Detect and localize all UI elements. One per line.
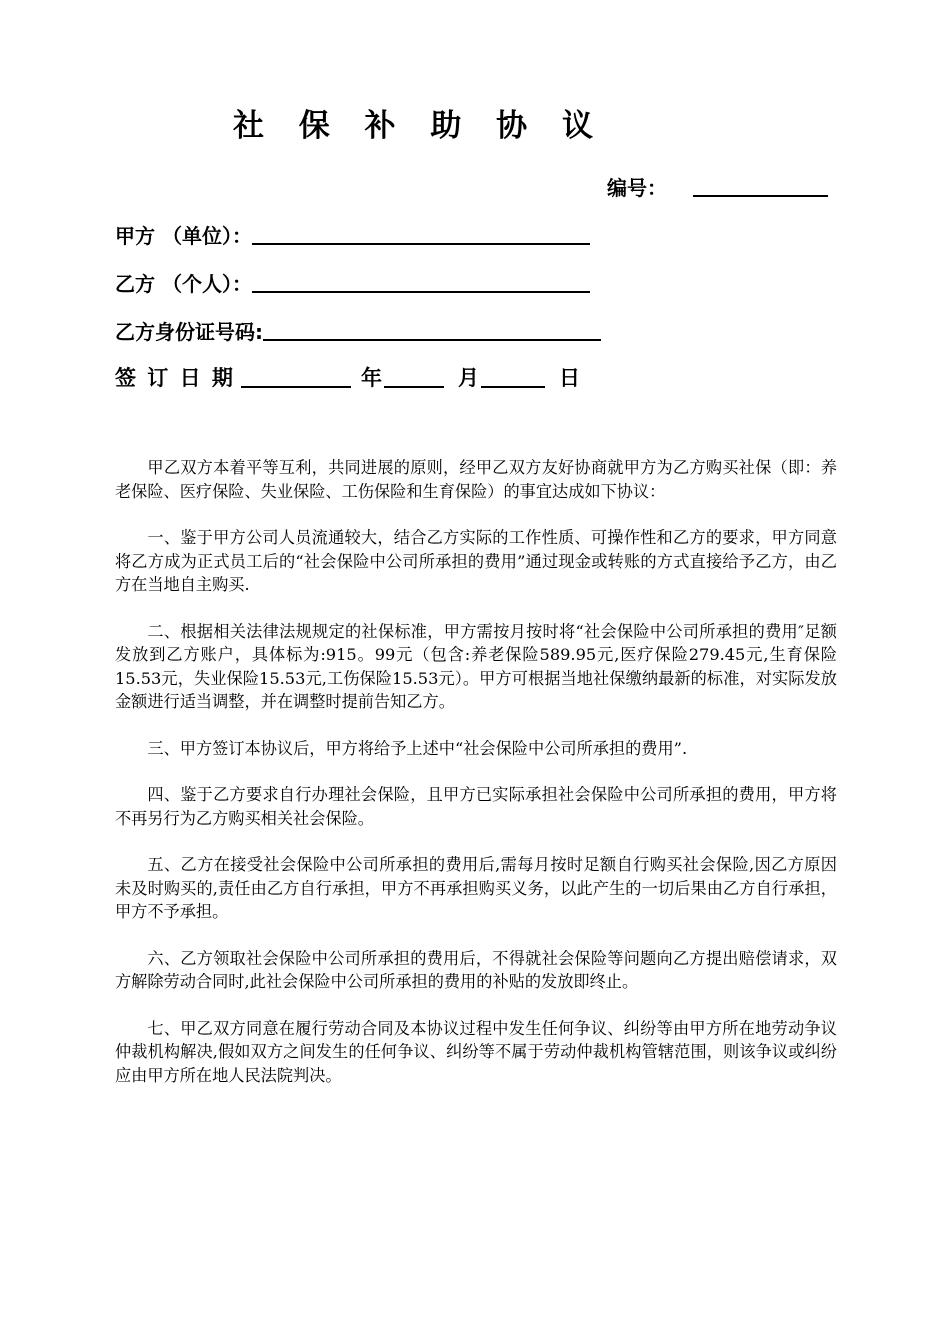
party-a-row (115, 220, 590, 249)
contract-number-row (607, 172, 828, 201)
month-blank[interactable] (384, 385, 444, 388)
id-number-blank[interactable] (263, 338, 601, 341)
day-blank[interactable] (481, 385, 545, 388)
party-a-label: 甲方 （单位）： (115, 224, 252, 248)
party-a-blank[interactable] (252, 242, 590, 245)
party-b-row (115, 268, 590, 297)
year-label: 年 (360, 366, 384, 390)
id-number-row (115, 316, 601, 345)
signing-date-row (115, 362, 582, 392)
id-number-label: 乙方身份证号码: (115, 320, 263, 344)
clause-6: 六、乙方领取社会保险中公司所承担的费用后，不得就社会保险等问题向乙方提出赔偿请求，双方解除劳动合同时,此社会保险中公司所承担的费用的补贴的发放即终止。 (115, 948, 837, 991)
party-b-blank[interactable] (252, 290, 590, 293)
clause-4: 四、鉴于乙方要求自行办理社会保险，且甲方已实际承担社会保险中公司所承担的费用，甲方将不再另行为乙方购买相关社会保险。 (115, 785, 837, 828)
clause-5: 五、乙方在接受社会保险中公司所承担的费用后,需每月按时足额自行购买社会保险,因乙方原因未及时购买的,责任由乙方自行承担，甲方不再承担购买义务，以此产生的一切后果由乙方自行承担，甲方不予承担。 (115, 855, 837, 921)
clause-1: 一、鉴于甲方公司人员流通较大，结合乙方实际的工作性质、可操作性和乙方的要求，甲方同意将乙方成为正式员工后的“社会保险中公司所承担的费用”通过现金或转账的方式直接给予乙方，由乙方在当地自主购买. (115, 528, 837, 594)
document-title: 社 保 补 助 协 议 (233, 108, 605, 144)
clause-7: 七、甲乙双方同意在履行劳动合同及本协议过程中发生任何争议、纠纷等由甲方所在地劳动争议仲裁机构解决,假如双方之间发生的任何争议、纠纷等不属于劳动仲裁机构管辖范围，则该争议或纠纷应由甲方所在地人民法院判决。 (115, 1018, 837, 1085)
clause-2: 二、根据相关法律法规规定的社保标准，甲方需按月按时将“社会保险中公司所承担的费用″足额发放到乙方账户，具体标为:915。99元（包含:养老保险589.95元,医疗保险279.45元,生育保险15.53元，失业保险15.53元,工伤保险15.53元）。甲方可根据当地社保缴纳最新的标准，对实际发放金额进行适当调整，并在调整时提前告知乙方。 (115, 621, 837, 711)
agreement-body (115, 456, 837, 1110)
clause-3: 三、甲方签订本协议后，甲方将给予上述中“社会保险中公司所承担的费用”. (147, 738, 688, 758)
intro-paragraph: 甲乙双方本着平等互利，共同进展的原则，经甲乙双方友好协商就甲方为乙方购买社保（即：养老保险、医疗保险、失业保险、工伤保险和生育保险）的事宜达成如下协议： (115, 458, 837, 501)
signing-date-label: 签 订 日 期 (115, 366, 235, 390)
contract-number-blank[interactable] (693, 194, 828, 197)
party-b-label: 乙方 （个人）： (115, 272, 252, 296)
month-label: 月 (457, 366, 481, 390)
year-blank[interactable] (241, 385, 351, 388)
day-label: 日 (558, 366, 582, 390)
contract-number-label: 编号： (607, 176, 667, 200)
